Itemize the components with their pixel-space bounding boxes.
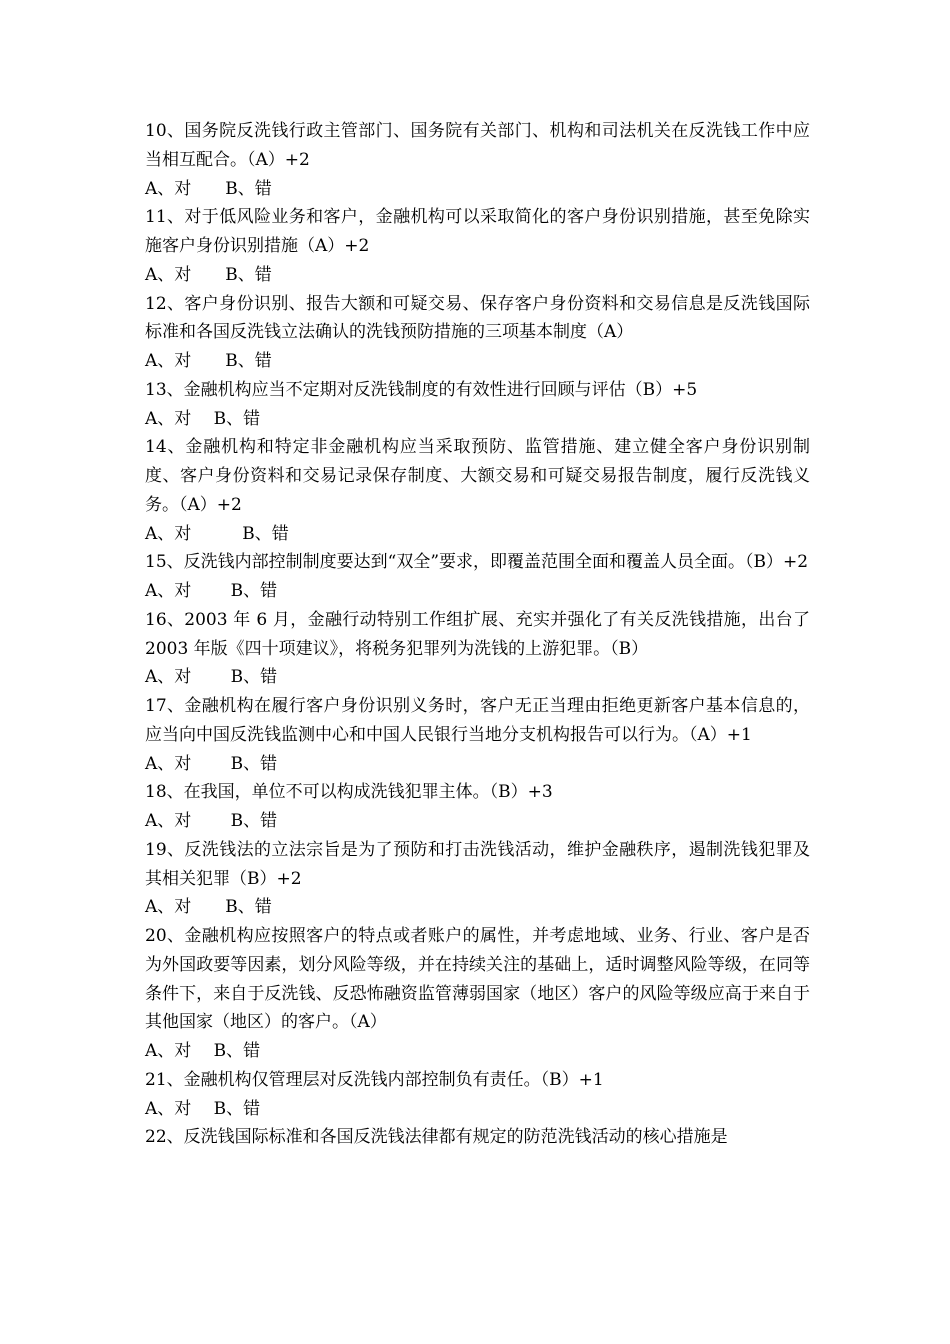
answer-options-21: A、对 B、错 — [145, 1098, 261, 1119]
answer-options-11: A、对 B、错 — [145, 264, 272, 285]
answer-options-17: A、对 B、错 — [145, 753, 278, 774]
question-22: 22、反洗钱国际标准和各国反洗钱法律都有规定的防范洗钱活动的核心措施是 — [145, 1127, 728, 1148]
question-18: 18、在我国，单位不可以构成洗钱犯罪主体。（B）+3 — [145, 782, 553, 803]
answer-options-15: A、对 B、错 — [145, 581, 278, 601]
question-14: 14、金融机构和特定非金融机构应当采取预防、监管措施、建立健全客户身份识别制度、客户身份资料和交易记录保存制度、大额交易和可疑交易报告制度，履行反洗钱义务。（A）+2 — [145, 437, 810, 515]
question-20: 20、金融机构应按照客户的特点或者账户的属性，并考虑地域、业务、行业、客户是否为外国政要等因素，划分风险等级，并在持续关注的基础上，适时调整风险等级，在同等条件下，来自于反洗钱、反恐怖融资监管薄弱国家（地区）客户的风险等级应高于来自于其他国家（地区）的客户。（A） — [145, 926, 810, 1033]
answer-options-16: A、对 B、错 — [145, 667, 278, 688]
question-17: 17、金融机构在履行客户身份识别义务时，客户无正当理由拒绝更新客户基本信息的，应当向中国反洗钱监测中心和中国人民银行当地分支机构报告可以行为。（A）+1 — [145, 696, 810, 745]
question-21: 21、金融机构仅管理层对反洗钱内部控制负有责任。（B）+1 — [145, 1069, 604, 1090]
answer-options-19: A、对 B、错 — [145, 897, 272, 918]
question-list — [145, 117, 810, 1152]
answer-options-13: A、对 B、错 — [145, 408, 261, 429]
answer-options-20: A、对 B、错 — [145, 1041, 261, 1061]
answer-options-10: A、对 B、错 — [145, 178, 272, 199]
question-15: 15、反洗钱内部控制制度要达到“双全”要求，即覆盖范围全面和覆盖人员全面。（B）+2 — [145, 552, 809, 573]
question-13: 13、金融机构应当不定期对反洗钱制度的有效性进行回顾与评估（B）+5 — [145, 379, 698, 400]
question-11: 11、对于低风险业务和客户，金融机构可以采取简化的客户身份识别措施，甚至免除实施客户身份识别措施（A）+2 — [145, 207, 810, 256]
answer-options-12: A、对 B、错 — [145, 351, 272, 371]
answer-options-14: A、对 B、错 — [145, 523, 289, 544]
question-12: 12、客户身份识别、报告大额和可疑交易、保存客户身份资料和交易信息是反洗钱国际标准和各国反洗钱立法确认的洗钱预防措施的三项基本制度（A） — [145, 293, 810, 343]
question-10: 10、国务院反洗钱行政主管部门、国务院有关部门、机构和司法机关在反洗钱工作中应当相互配合。（A）+2 — [145, 121, 810, 170]
question-19: 19、反洗钱法的立法宗旨是为了预防和打击洗钱活动，维护金融秩序，遏制洗钱犯罪及其相关犯罪（B）+2 — [145, 839, 810, 889]
question-16: 16、2003 年 6 月，金融行动特别工作组扩展、充实并强化了有关反洗钱措施，出台了 2003 年版《四十项建议》，将税务犯罪列为洗钱的上游犯罪。（B） — [145, 609, 810, 659]
answer-options-18: A、对 B、错 — [145, 811, 278, 831]
